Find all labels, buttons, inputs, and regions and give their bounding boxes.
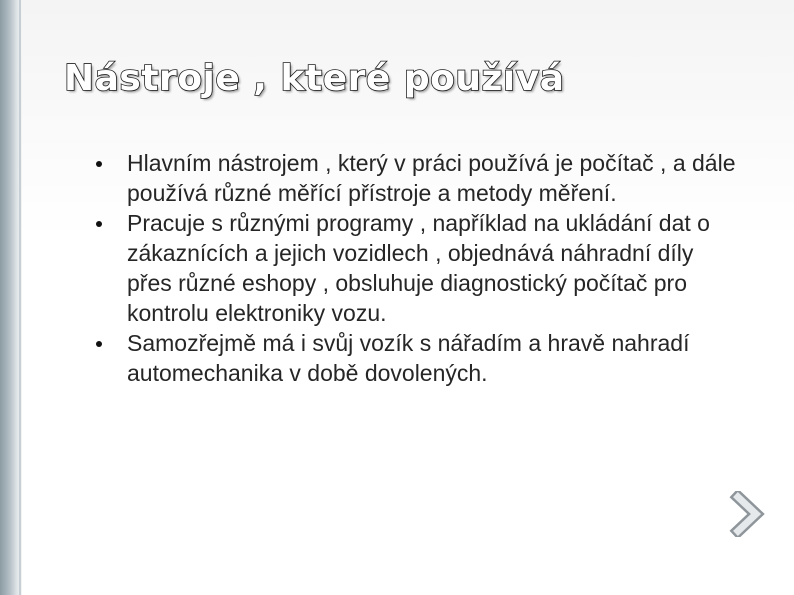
bullet-text-3: Samozřejmě má i svůj vozík s nářadím a hravě nahradí automechanika v době dovolených. bbox=[127, 330, 690, 386]
bullet-dot-icon bbox=[96, 341, 102, 347]
left-bar-edge bbox=[19, 0, 21, 595]
bullet-dot-icon bbox=[96, 221, 102, 227]
slide-title: Nástroje , které používá bbox=[64, 58, 565, 99]
bullet-text-2: Pracuje s různými programy , například na ukládání dat o zákaznících a jejich vozidlech , objednává náhradní díly přes různé eshopy , obsluhuje diagnostický počítač pro kontrolu elektroniky vozu. bbox=[127, 210, 710, 326]
bullet-list bbox=[96, 148, 736, 388]
bullet-item-1 bbox=[96, 148, 736, 208]
chevron-right-icon[interactable] bbox=[726, 491, 770, 537]
bullet-item-2 bbox=[96, 208, 736, 328]
bullet-text-1: Hlavním nástrojem , který v práci používá je počítač , a dále používá různé měřící přístroje a metody měření. bbox=[127, 150, 736, 206]
bullet-item-3 bbox=[96, 328, 736, 388]
bullet-dot-icon bbox=[96, 161, 102, 167]
